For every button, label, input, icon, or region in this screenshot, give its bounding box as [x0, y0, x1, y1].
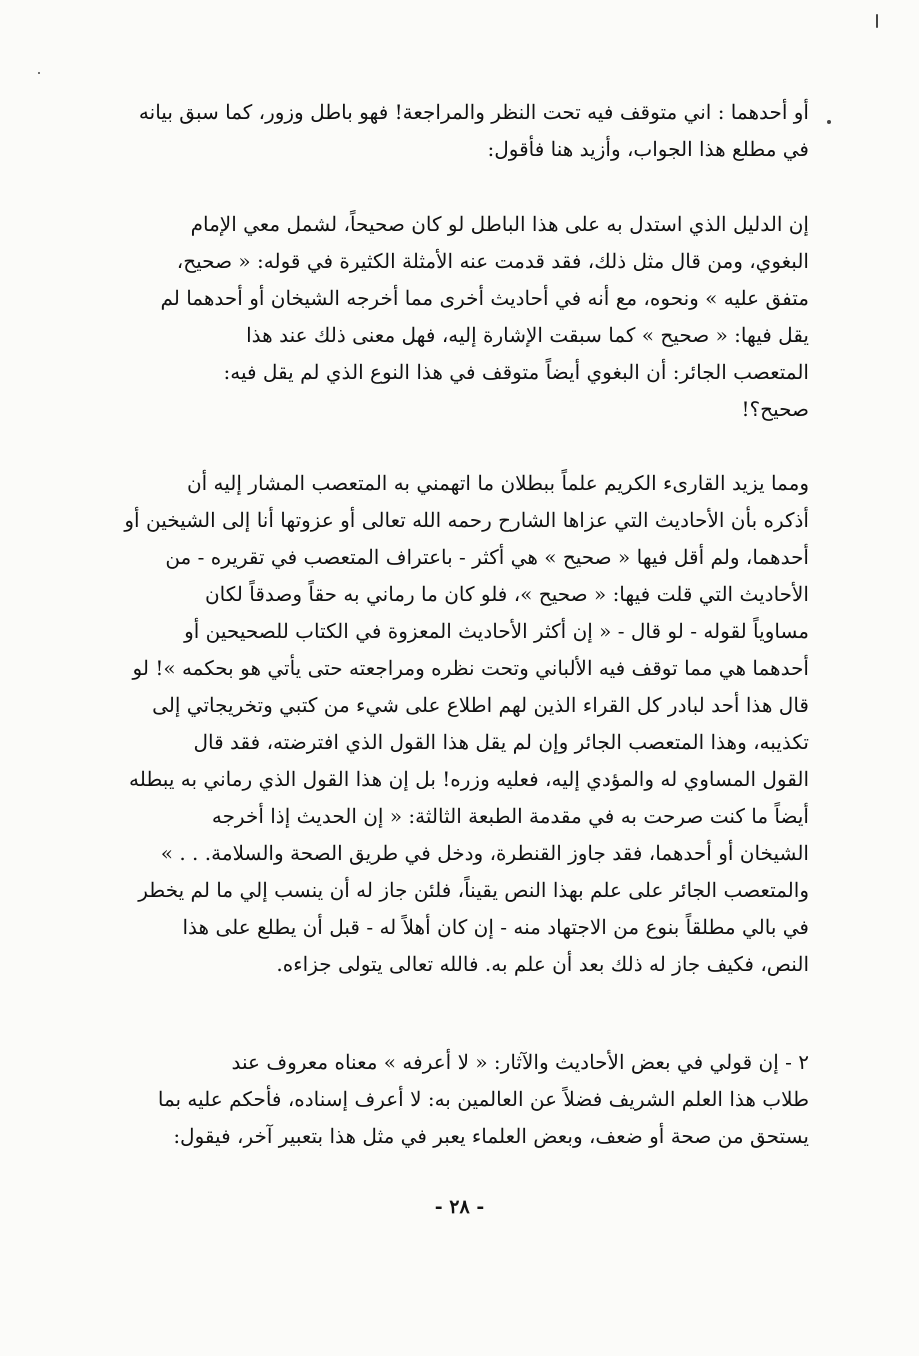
- text-line: أحدهما، ولم أقل فيها « صحيح » هي أكثر - باعتراف المتعصب في تقريره - من: [165, 545, 809, 569]
- paragraph-2: [117, 465, 809, 983]
- text-line: متفق عليه » ونحوه، مع أنه في أحاديث أخرى مما أخرجه الشيخان أو أحدهما لم: [160, 286, 809, 310]
- text-line: النص، فكيف جاز له ذلك بعد أن علم به. فالله تعالى يتولى جزاءه.: [276, 952, 809, 976]
- scan-speck: [876, 14, 878, 28]
- text-line: الشيخان أو أحدهما، فقد جاوز القنطرة، ودخل في طريق الصحة والسلامة. . . »: [160, 841, 809, 865]
- paragraph-intro: [117, 94, 809, 168]
- text-line: أذكره بأن الأحاديث التي عزاها الشارح رحمه الله تعالى أو عزوتها أنا إلى الشيخين أو: [124, 508, 809, 532]
- text-line: إن الدليل الذي استدل به على هذا الباطل لو كان صحيحاً، لشمل معي الإمام: [190, 212, 809, 236]
- text-line: في مطلع هذا الجواب، وأزيد هنا فأقول:: [487, 137, 809, 161]
- text-line: أو أحدهما : اني متوقف فيه تحت النظر والمراجعة! فهو باطل وزور، كما سبق بيانه: [138, 100, 809, 124]
- page-number: - ٢٨ -: [434, 1196, 485, 1218]
- text-line: مساوياً لقوله - لو قال - « إن أكثر الأحاديث المعزوة في الكتاب للصحيحين أو: [184, 619, 809, 643]
- text-line: والمتعصب الجائر على علم بهذا النص يقيناً، فلئن جاز له أن ينسب إلي ما لم يخطر: [138, 878, 809, 902]
- paragraph-1: [117, 206, 809, 428]
- text-line: أيضاً ما كنت صرحت به في مقدمة الطبعة الثالثة: « إن الحديث إذا أخرجه: [211, 804, 809, 828]
- text-line: أحدهما هي مما توقف فيه الألباني وتحت نظره ومراجعته حتى يأتي هو بحكمه »! لو: [132, 656, 809, 680]
- text-line: قال هذا أحد لبادر كل القراء الذين لهم اطلاع على شيء من كتبي وتخريجاتي إلى: [152, 693, 809, 717]
- text-line: ومما يزيد القارىء الكريم علماً ببطلان ما اتهمني به المتعصب المشار إليه أن: [186, 471, 809, 495]
- text-line: يستحق من صحة أو ضعف، وبعض العلماء يعبر في مثل هذا بتعبير آخر، فيقول:: [173, 1124, 809, 1148]
- text-line: في بالي مطلقاً بنوع من الاجتهاد منه - إن كان أهلاً له - قبل أن يطلع على هذا: [182, 915, 809, 939]
- text-line: البغوي، ومن قال مثل ذلك، فقد قدمت عنه الأمثلة الكثيرة في قوله: « صحيح،: [176, 249, 809, 273]
- paragraph-3: [117, 1044, 809, 1155]
- scan-speck: [827, 120, 831, 124]
- text-line: ٢ - إن قولي في بعض الأحاديث والآثار: « لا أعرفه » معناه معروف عند: [231, 1050, 809, 1074]
- text-line: طلاب هذا العلم الشريف فضلاً عن العالمين به: لا أعرف إسناده، فأحكم عليه بما: [157, 1087, 809, 1111]
- text-line: الأحاديث التي قلت فيها: « صحيح »، فلو كان ما رماني به حقاً وصدقاً لكان: [204, 582, 809, 606]
- text-line: القول المساوي له والمؤدي إليه، فعليه وزره! بل إن هذا القول الذي رماني به يبطله: [129, 767, 809, 791]
- scan-speck: [38, 72, 40, 74]
- text-line: تكذيبه، وهذا المتعصب الجائر وإن لم يقل هذا القول الذي افترضته، فقد قال: [193, 730, 809, 754]
- text-line: صحيح؟!: [741, 397, 809, 421]
- text-line: المتعصب الجائر: أن البغوي أيضاً متوقف في هذا النوع الذي لم يقل فيه:: [223, 360, 809, 384]
- text-line: يقل فيها: « صحيح » كما سبقت الإشارة إليه، فهل معنى ذلك عند هذا: [246, 323, 809, 347]
